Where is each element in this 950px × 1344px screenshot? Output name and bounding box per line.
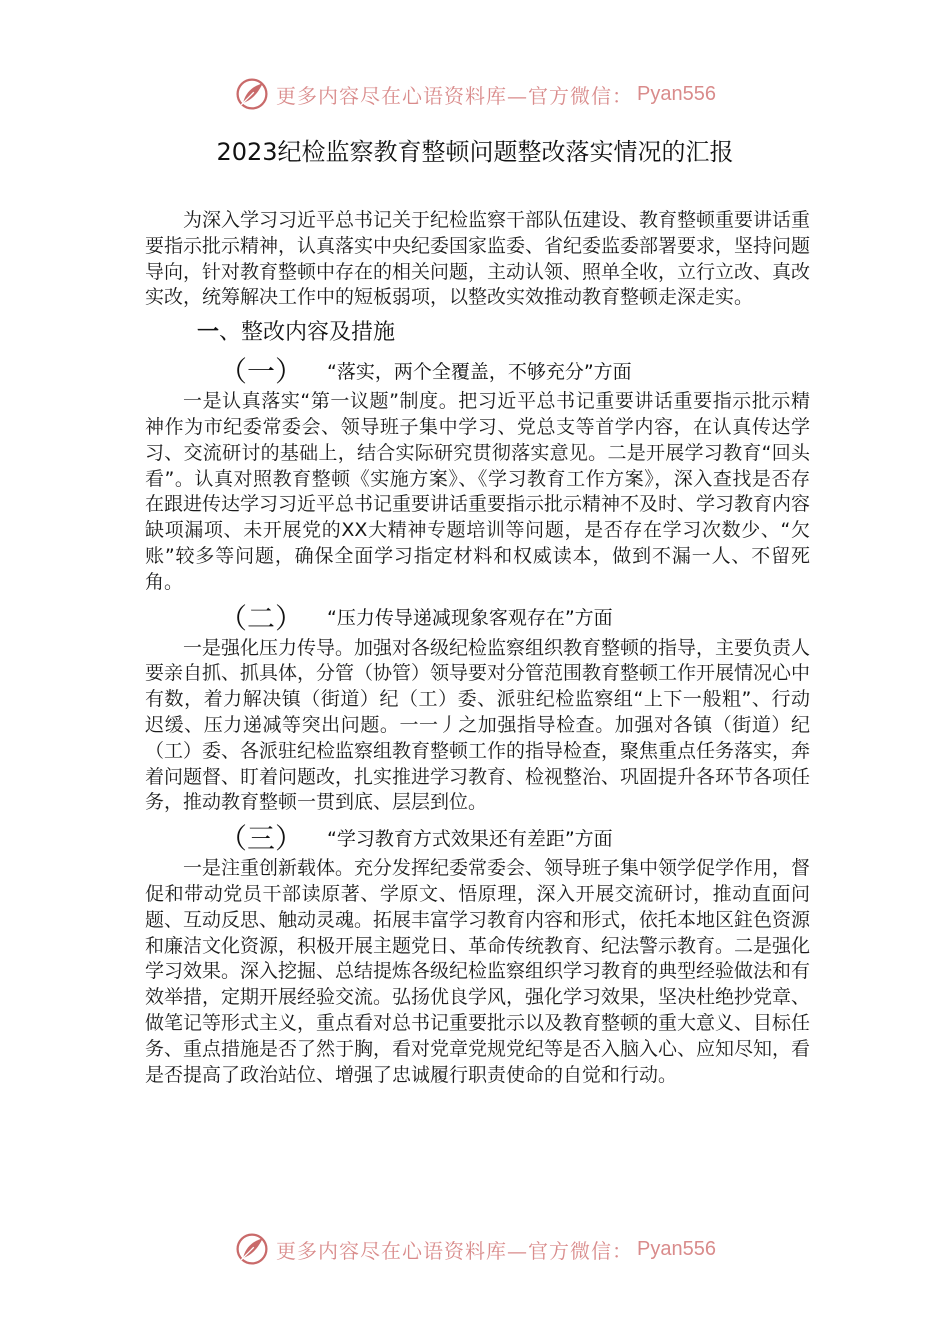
subsection-title: “压力传导递减现象客观存在”方面 <box>327 607 613 630</box>
watermark-text: 更多内容尽在心语资料库—官方微信： <box>276 83 634 108</box>
document-body <box>145 208 810 1088</box>
subsection-number: （一） <box>219 355 304 389</box>
subsection-heading-2 <box>219 600 810 634</box>
document-title: 2023纪检监察教育整顿问题整改落实情况的汇报 <box>216 138 734 166</box>
intro-paragraph: 为深入学习习近平总书记关于纪检监察干部队伍建设、教育整顿重要讲话重要指示批示精神，认真落实中央纪委国家监委、省纪委监委部署要求，坚持问题导向，针对教育整顿中存在的相关问题，主动认领、照单全收，立行立改、真改实改，统筹解决工作中的短板弱项，以整改实效推动教育整顿走深走实。 <box>145 209 811 309</box>
subsection-heading-3 <box>219 820 810 854</box>
subsection-number: （二） <box>219 601 304 635</box>
section-title: 、整改内容及措施 <box>219 320 396 346</box>
watermark-wechat-id: Pyan556 <box>637 1237 716 1260</box>
subsection-body-3: 一是注重创新载体。充分发挥纪委常委会、领导班子集中领学促学作用，督促和带动党员干部读原著、学原文、悟原理，深入开展交流研讨，推动直面问题、互动反思、触动灵魂。拓展丰富学习教育内容和形式，依托本地区鉒色资源和廉洁文化资源，积极开展主题党日、革命传统教育、纪法警示教育。二是强化学习效果。深入挖掘、总结提炼各级纪检监察组织学习教育的典型经验做法和有效举措，定期开展经验交流。弘扬优良学风，强化学习效果，坚决杜绝抄党章、做笔记等形式主义，重点看对总书记重要批示以及教育整顿的重大意义、目标任务、重点措施是否了然于胸，看对党章党规党纪等是否入脑入心、应知尽知，看是否提高了政治站位、增强了忠诚履行职责使命的自觉和行动。 <box>145 857 811 1086</box>
subsection-body-1: 一是认真落实“第一议题”制度。把习近平总书记重要讲话重要指示批示精神作为市纪委常委会、领导班子集中学习、党总支等首学内容，在认真传达学习、交流研讨的基础上，结合实际研究贯彻落实意见。二是开展学习教育“回头看”。认真对照教育整顿《实施方案》、《学习教育工作方案》，深入查找是否存在跟进传达学习习近平总书记重要讲话重要指示批示精神不及时、学习教育内容缺项漏项、未开展党的XX大精神专题培训等问题，是否存在学习次数少、“欠账”较多等问题，确保全面学习指定材料和权威读本，做到不漏一人、不留死角。 <box>145 390 811 593</box>
leaf-logo-icon <box>234 76 270 112</box>
subsection-number: （三） <box>219 822 304 856</box>
section-number: 一 <box>197 320 220 346</box>
subsection-title: “学习教育方式效果还有差距”方面 <box>327 827 613 850</box>
subsection-title: “落实，两个全覆盖，不够充分”方面 <box>327 360 632 383</box>
leaf-logo-icon <box>234 1231 270 1267</box>
watermark-banner-top <box>0 72 950 116</box>
section-heading <box>197 317 810 349</box>
watermark-wechat-id: Pyan556 <box>637 82 716 105</box>
subsection-body-2: 一是强化压力传导。加强对各级纪检监察组织教育整顿的指导，主要负责人要亲自抓、抓具体，分管（协管）领导要对分管范围教育整顿工作开展情况心中有数，着力解决镇（街道）纪（工）委、派驻纪检监察组“上下一般粗”、行动迟缓、压力递减等突出问题。一一丿之加强指导检查。加强对各镇（街道）纪（工）委、各派驻纪检监察组教育整顿工作的指导检查，聚焦重点任务落实，奔着问题督、盯着问题改，扎实推进学习教育、检视整治、巩固提升各环节各项任务，推动教育整顿一贯到底、层层到位。 <box>145 636 811 814</box>
subsection-heading-1 <box>219 353 810 387</box>
watermark-text: 更多内容尽在心语资料库—官方微信： <box>276 1238 634 1263</box>
watermark-banner-bottom <box>0 1227 950 1271</box>
